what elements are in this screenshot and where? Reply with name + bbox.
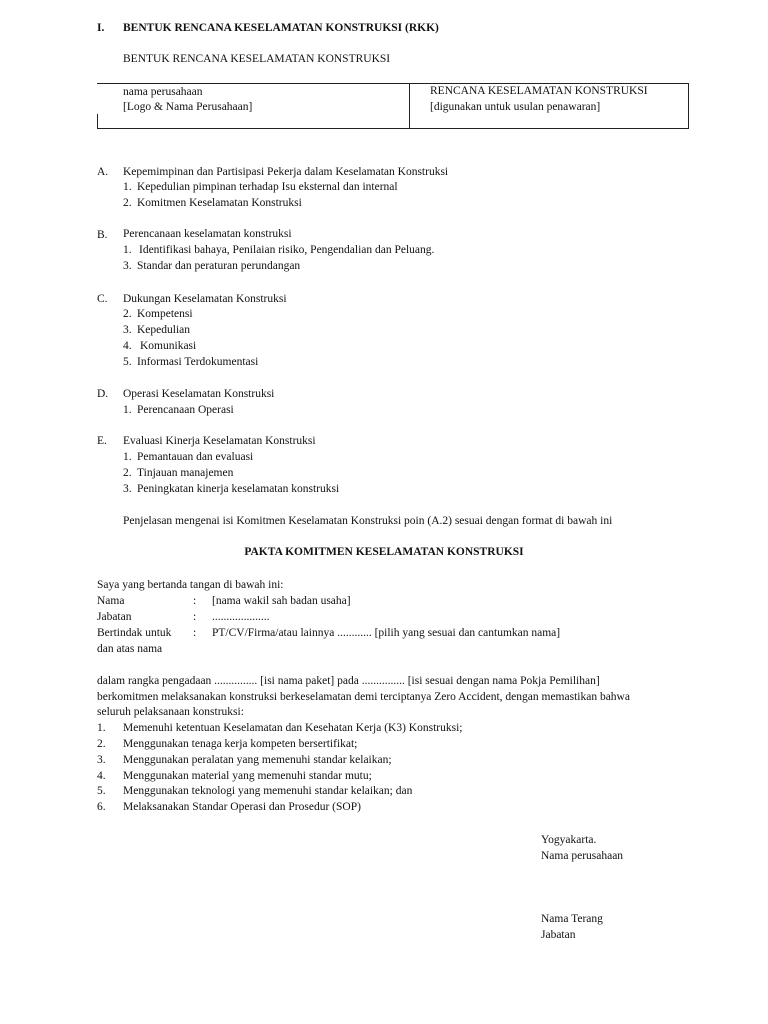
outline-item: 4. Komunikasi <box>123 340 197 352</box>
outline-item: 1. Kepedulian pimpinan terhadap Isu eksternal dan internal <box>123 181 398 193</box>
table-left-edge <box>97 114 98 129</box>
outline-item: 2. Komitmen Keselamatan Konstruksi <box>123 197 302 209</box>
outline-letter: C. <box>97 293 108 305</box>
field-colon: : <box>193 595 197 607</box>
explanation-text: Penjelasan mengenai isi Komitmen Keselamatan Konstruksi poin (A.2) sesuai dengan format di bawah ini <box>123 515 613 527</box>
field-value-jabatan: .................... <box>212 611 270 623</box>
field-colon: : <box>193 611 197 623</box>
section-subtitle: BENTUK RENCANA KESELAMATAN KONSTRUKSI <box>123 53 391 65</box>
field-label-nama: Nama <box>97 595 125 607</box>
outline-letter: D. <box>97 388 109 400</box>
outline-letter: E. <box>97 435 107 447</box>
pakta-intro: Saya yang bertanda tangan di bawah ini: <box>97 579 284 591</box>
outline-item: 1. Perencanaan Operasi <box>123 404 234 416</box>
commitment-item: 5. Menggunakan teknologi yang memenuhi standar kelaikan; dan <box>97 785 413 797</box>
outline-title: Evaluasi Kinerja Keselamatan Konstruksi <box>123 435 316 447</box>
field-colon: : <box>193 627 197 639</box>
field-label-jabatan: Jabatan <box>97 611 132 623</box>
outline-item: 5. Informasi Terdokumentasi <box>123 356 259 368</box>
table-divider <box>409 83 410 129</box>
table-plan-note: [digunakan untuk usulan penawaran] <box>430 101 601 113</box>
table-plan-title: RENCANA KESELAMATAN KONSTRUKSI <box>430 85 648 97</box>
outline-item: 3. Standar dan peraturan perundangan <box>123 260 301 272</box>
table-company-label: nama perusahaan <box>123 86 203 98</box>
outline-item: 1. Pemantauan dan evaluasi <box>123 451 254 463</box>
outline-title: Operasi Keselamatan Konstruksi <box>123 388 275 400</box>
commitment-item: 6. Melaksanakan Standar Operasi dan Prosedur (SOP) <box>97 801 361 813</box>
signature-company: Nama perusahaan <box>541 850 624 862</box>
section-title: BENTUK RENCANA KESELAMATAN KONSTRUKSI (RKK) <box>123 22 439 34</box>
outline-letter: A. <box>97 166 109 178</box>
outline-item: 2. Kompetensi <box>123 308 193 320</box>
pakta-paragraph-line: seluruh pelaksanaan konstruksi: <box>97 706 244 718</box>
pakta-paragraph-line: berkomitmen melaksanakan konstruksi berkeselamatan demi terciptanya Zero Accident, dengan memastikan bahwa <box>97 691 630 703</box>
signature-name: Nama Terang <box>541 913 603 925</box>
field-label-bertindak: Bertindak untuk <box>97 627 172 639</box>
outline-title: Dukungan Keselamatan Konstruksi <box>123 293 287 305</box>
field-value-nama: [nama wakil sah badan usaha] <box>212 595 351 607</box>
commitment-item: 1. Memenuhi ketentuan Keselamatan dan Kesehatan Kerja (K3) Konstruksi; <box>97 722 463 734</box>
pakta-title: PAKTA KOMITMEN KESELAMATAN KONSTRUKSI <box>244 546 524 558</box>
outline-item: 2. Tinjauan manajemen <box>123 467 234 479</box>
outline-item: 3. Peningkatan kinerja keselamatan konstruksi <box>123 483 340 495</box>
outline-title: Perencanaan keselamatan konstruksi <box>123 228 292 240</box>
outline-title: Kepemimpinan dan Partisipasi Pekerja dalam Keselamatan Konstruksi <box>123 166 449 178</box>
section-number: I. <box>97 22 105 34</box>
signature-position: Jabatan <box>541 929 576 941</box>
outline-letter: B. <box>97 229 108 241</box>
commitment-item: 3. Menggunakan peralatan yang memenuhi standar kelaikan; <box>97 754 392 766</box>
pakta-paragraph-line: dalam rangka pengadaan ............... [isi nama paket] pada ............... [isi sesuai dengan nama Pokja Pemilihan] <box>97 675 600 687</box>
on-behalf-text: dan atas nama <box>97 643 163 655</box>
field-value-bertindak: PT/CV/Firma/atau lainnya ............ [pilih yang sesuai dan cantumkan nama] <box>212 627 561 639</box>
commitment-item: 2. Menggunakan tenaga kerja kompeten bersertifikat; <box>97 738 358 750</box>
outline-item: 3. Kepedulian <box>123 324 191 336</box>
outline-item: 1. Identifikasi bahaya, Penilaian risiko, Pengendalian dan Peluang. <box>123 244 435 256</box>
commitment-item: 4. Menggunakan material yang memenuhi standar mutu; <box>97 770 372 782</box>
table-logo-placeholder: [Logo & Nama Perusahaan] <box>123 101 253 113</box>
signature-city: Yogyakarta. <box>541 834 597 846</box>
